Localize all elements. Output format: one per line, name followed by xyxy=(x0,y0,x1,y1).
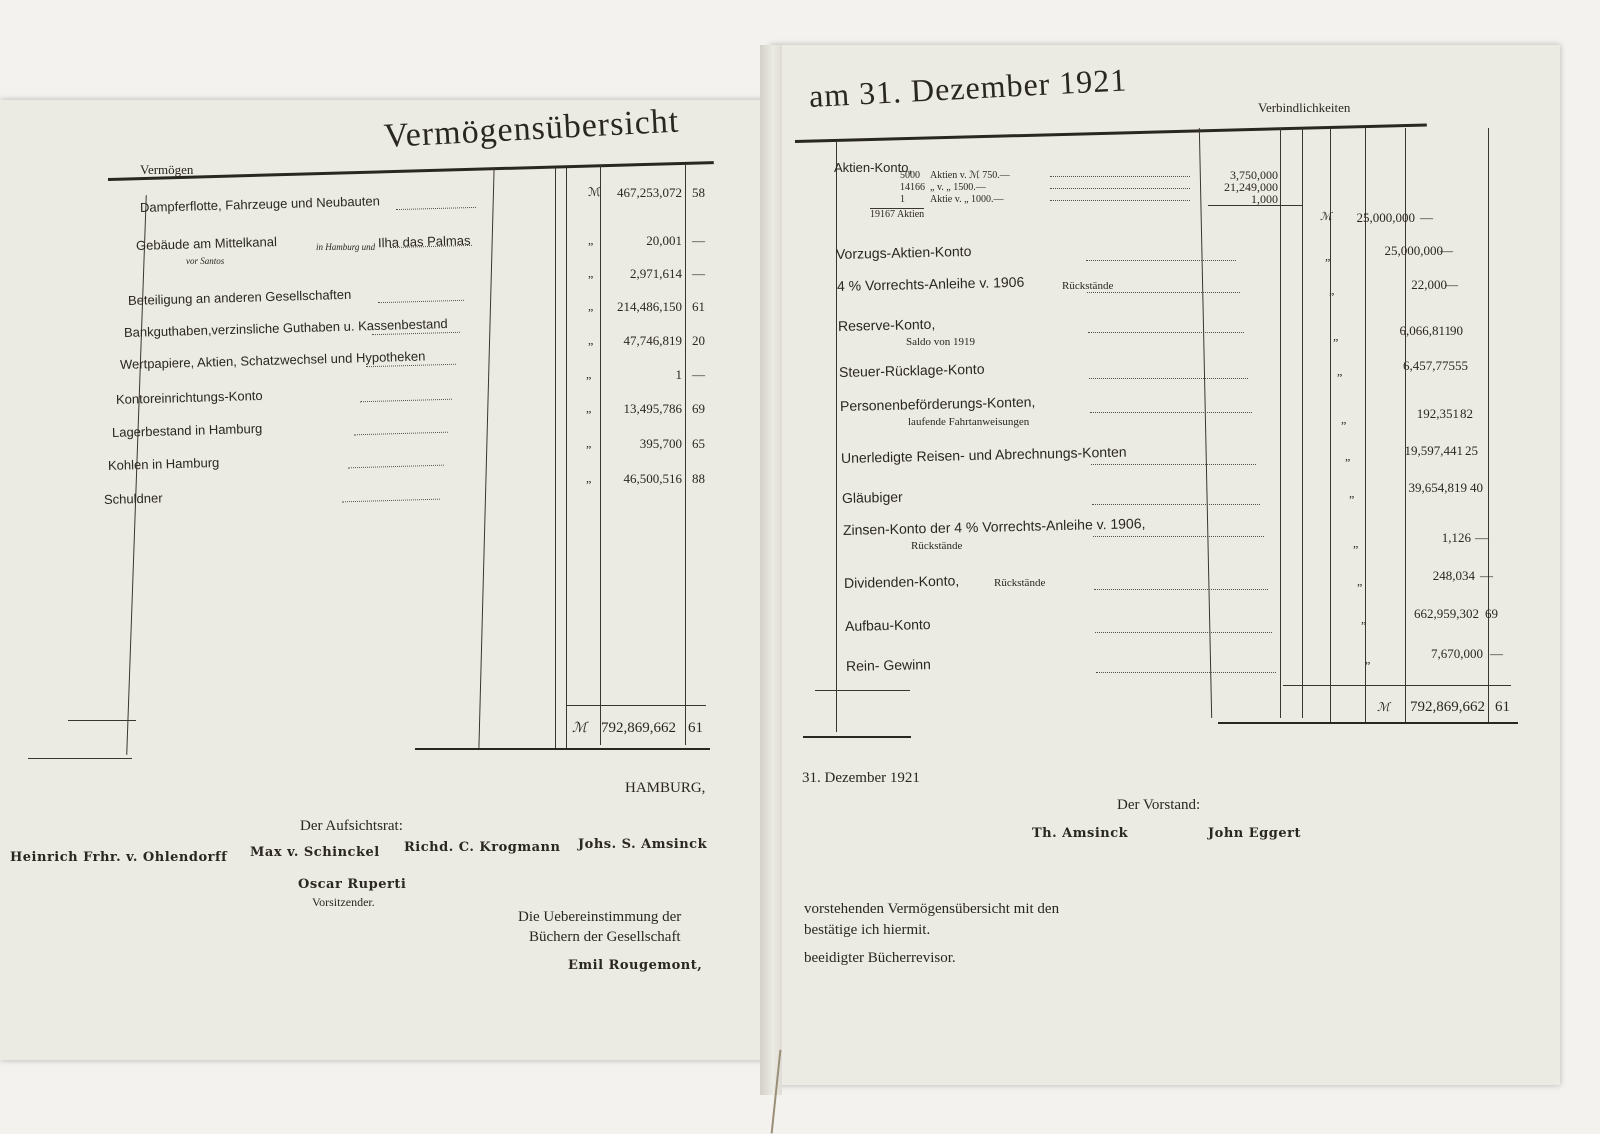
board-heading-right: Der Vorstand: xyxy=(1117,797,1201,813)
row-amount: 467,253,072 xyxy=(617,185,682,200)
row-label-note: Rückstände xyxy=(994,577,1046,589)
table-line xyxy=(1302,128,1303,718)
currency-symbol: ℳ xyxy=(1320,211,1332,223)
board-heading-left: Der Aufsichtsrat: xyxy=(300,818,403,834)
liabilities-total-amount: 792,869,662 xyxy=(1410,699,1485,715)
row-cents: 25 xyxy=(1465,443,1478,458)
ditto-mark: „ xyxy=(1365,652,1371,666)
ditto-mark: „ xyxy=(588,266,594,280)
aktien-label: Aktien-Konto, xyxy=(834,160,913,175)
right-title: am 31. Dezember 1921 xyxy=(808,61,1129,115)
row-cents: — xyxy=(1440,243,1453,258)
table-line xyxy=(1280,128,1281,718)
audit-line: Die Uebereinstimmung der xyxy=(518,909,682,925)
dot-leader xyxy=(1096,672,1276,673)
aktien-text: „ v. „ 1500.— xyxy=(930,182,986,193)
row-label: Gebäude am Mittelkanal xyxy=(135,234,278,253)
board-member: John Eggert xyxy=(1208,826,1301,841)
row-cents: 58 xyxy=(692,185,705,200)
dot-leader xyxy=(1086,260,1236,261)
row-label-sub: laufende Fahrtanweisungen xyxy=(908,416,1030,428)
ditto-mark: „ xyxy=(1353,536,1359,550)
auditor-name: Emil Rougemont, xyxy=(568,958,703,973)
row-label: Vorzugs-Aktien-Konto xyxy=(835,242,972,262)
ditto-mark: „ xyxy=(588,233,594,247)
row-amount: 248,034 xyxy=(1432,568,1475,583)
row-label: Aufbau-Konto xyxy=(844,616,931,634)
row-label-sub: Saldo von 1919 xyxy=(906,336,976,348)
row-amount: 7,670,000 xyxy=(1431,646,1483,661)
row-label: Lagerbestand in Hamburg xyxy=(111,420,263,440)
row-amount: 22,000 xyxy=(1411,277,1447,292)
aktien-total: 25,000,000 xyxy=(1356,210,1415,225)
audit-line: vorstehenden Vermögensübersicht mit den xyxy=(804,901,1060,917)
row-cents: — xyxy=(1475,530,1488,545)
date-label: 31. Dezember 1921 xyxy=(802,770,920,786)
audit-line: Büchern der Gesellschaft xyxy=(529,929,681,945)
row-label: Gläubiger xyxy=(841,488,903,506)
row-amount: 6,457,775 xyxy=(1403,358,1455,373)
row-amount: 20,001 xyxy=(646,233,682,248)
table-line xyxy=(566,168,567,748)
row-label-sub: Rückstände xyxy=(911,540,963,552)
assets-total-amount: 792,869,662 xyxy=(601,720,676,736)
short-rule xyxy=(68,720,136,721)
ditto-mark: „ xyxy=(1337,364,1343,378)
sum-rule xyxy=(1283,685,1511,686)
aktien-amount: 21,249,000 xyxy=(1224,180,1278,194)
row-amount: 214,486,150 xyxy=(617,299,682,314)
assets-column-header: Vermögen xyxy=(140,162,194,177)
aktien-count: 5000 xyxy=(900,170,920,181)
row-amount: 47,746,819 xyxy=(623,333,682,348)
dot-leader xyxy=(1095,632,1272,633)
row-amount: 395,700 xyxy=(639,436,682,451)
row-cents: 65 xyxy=(692,436,705,451)
row-label-note: Rückstände xyxy=(1062,280,1114,292)
aktien-sum-text: 19167 Aktien xyxy=(870,209,925,220)
aktien-count: 1 xyxy=(900,194,905,205)
auditor-role: beeidigter Bücherrevisor. xyxy=(804,950,956,966)
row-cents: 90 xyxy=(1450,323,1463,338)
row-cents: 61 xyxy=(692,299,705,314)
dot-leader xyxy=(1091,464,1256,465)
dot-leader xyxy=(1094,589,1268,590)
ditto-mark: „ xyxy=(586,471,592,485)
row-label: Steuer-Rücklage-Konto xyxy=(838,360,985,380)
currency-symbol: ℳ xyxy=(1377,700,1390,714)
row-amount: 6,066,811 xyxy=(1399,323,1451,338)
ditto-mark: „ xyxy=(1341,412,1347,426)
liabilities-column-header: Verbindlichkeiten xyxy=(1258,100,1351,115)
ditto-mark: „ xyxy=(586,367,592,381)
aktien-count: 14166 xyxy=(900,182,925,193)
row-amount: 13,495,786 xyxy=(623,401,682,416)
audit-line: bestätige ich hiermit. xyxy=(804,922,931,938)
row-label: Wertpapiere, Aktien, Schatzwechsel und Hypotheken xyxy=(119,348,426,372)
row-cents: — xyxy=(1445,277,1458,292)
row-label-tail: Ilha das Palmas xyxy=(377,232,471,251)
row-amount: 662,959,302 xyxy=(1414,606,1479,621)
row-amount: 19,597,441 xyxy=(1404,443,1463,458)
row-cents: 55 xyxy=(1455,358,1468,373)
board-member: Th. Amsinck xyxy=(1032,826,1129,841)
row-cents: 20 xyxy=(692,333,705,348)
city-label: HAMBURG, xyxy=(625,780,706,796)
bottom-rule-left xyxy=(415,748,710,750)
board-member: Johs. S. Amsinck xyxy=(578,837,708,852)
book-gutter xyxy=(760,45,782,1095)
dot-leader xyxy=(1093,536,1264,537)
row-amount: 25,000,000 xyxy=(1384,243,1443,258)
ditto-mark: „ xyxy=(1325,249,1331,263)
row-label: Kohlen in Hamburg xyxy=(107,454,220,473)
row-cents: 69 xyxy=(692,401,705,416)
board-member: Heinrich Frhr. v. Ohlendorff xyxy=(10,850,228,865)
aktien-text: Aktie v. „ 1000.— xyxy=(930,194,1004,205)
dot-leader xyxy=(1090,412,1252,413)
row-cents: — xyxy=(692,367,705,382)
dot-leader xyxy=(1087,292,1240,293)
short-rule xyxy=(28,758,132,759)
row-amount: 46,500,516 xyxy=(623,471,682,486)
liabilities-total-cents: 61 xyxy=(1495,699,1510,715)
ditto-mark: „ xyxy=(1345,449,1351,463)
ditto-mark: „ xyxy=(586,401,592,415)
board-member: Max v. Schinckel xyxy=(250,845,380,860)
table-line xyxy=(1488,128,1489,723)
ditto-mark: „ xyxy=(588,299,594,313)
ditto-mark: „ xyxy=(1329,283,1335,297)
row-cents: — xyxy=(692,266,705,281)
row-label: Personenbeförderungs-Konten, xyxy=(839,393,1036,414)
currency-symbol: ℳ xyxy=(588,185,601,199)
row-cents: 40 xyxy=(1470,480,1483,495)
row-label-sub: vor Santos xyxy=(186,256,225,266)
dot-leader xyxy=(1089,378,1248,379)
row-amount: 192,351 xyxy=(1416,406,1459,421)
chairman-name: Oscar Ruperti xyxy=(298,877,407,892)
row-label: Beteiligung an anderen Gesellschaften xyxy=(127,286,352,308)
row-label: Bankguthaben,verzinsliche Guthaben u. Kassenbestand xyxy=(123,315,448,340)
aktien-amount: 3,750,000 xyxy=(1230,168,1278,182)
row-cents: — xyxy=(692,233,705,248)
currency-symbol: ℳ xyxy=(572,721,587,736)
short-rule xyxy=(815,690,910,691)
row-amount: 1,126 xyxy=(1441,530,1471,545)
ditto-mark: „ xyxy=(1333,329,1339,343)
row-label: Dampferflotte, Fahrzeuge und Neubauten xyxy=(139,193,381,215)
row-cents: 88 xyxy=(692,471,705,486)
chairman-role: Vorsitzender. xyxy=(312,895,375,909)
row-label: Kontoreinrichtungs-Konto xyxy=(115,387,263,407)
dot-leader xyxy=(1092,504,1260,505)
row-amount: 39,654,819 xyxy=(1408,480,1467,495)
row-label: Unerledigte Reisen- und Abrechnungs-Konten xyxy=(840,443,1127,466)
ditto-mark: „ xyxy=(1349,486,1355,500)
row-cents: — xyxy=(1490,646,1503,661)
ditto-mark: „ xyxy=(1357,574,1363,588)
aktien-text: Aktien v. ℳ 750.— xyxy=(930,170,1010,181)
row-label: Dividenden-Konto, xyxy=(843,572,960,591)
table-line xyxy=(555,168,556,748)
ditto-mark: „ xyxy=(586,436,592,450)
short-rule xyxy=(803,736,911,738)
row-label: Schuldner xyxy=(103,490,163,507)
left-title: Vermögensübersicht xyxy=(383,102,681,156)
table-line xyxy=(836,142,837,732)
row-amount: 1 xyxy=(675,367,682,382)
ditto-mark: „ xyxy=(588,333,594,347)
row-label: Rein- Gewinn xyxy=(845,656,931,674)
table-line xyxy=(600,165,601,745)
aktien-amount: 1,000 xyxy=(1251,192,1278,206)
dot-leader xyxy=(1088,332,1244,333)
row-label: 4 % Vorrechts-Anleihe v. 1906 xyxy=(836,273,1025,294)
table-line xyxy=(685,165,686,745)
row-label-note: in Hamburg und xyxy=(316,242,376,252)
row-cents: 82 xyxy=(1460,406,1473,421)
board-member: Richd. C. Krogmann xyxy=(404,840,561,855)
bottom-rule-right xyxy=(1218,722,1518,724)
row-cents: 69 xyxy=(1485,606,1498,621)
assets-total-cents: 61 xyxy=(688,720,703,736)
row-cents: — xyxy=(1480,568,1493,583)
ditto-mark: „ xyxy=(1361,612,1367,626)
row-label: Reserve-Konto, xyxy=(837,315,936,334)
sum-rule xyxy=(566,705,706,706)
row-amount: 2,971,614 xyxy=(630,266,682,281)
row-label: Zinsen-Konto der 4 % Vorrechts-Anleihe v. 1906, xyxy=(842,515,1146,538)
